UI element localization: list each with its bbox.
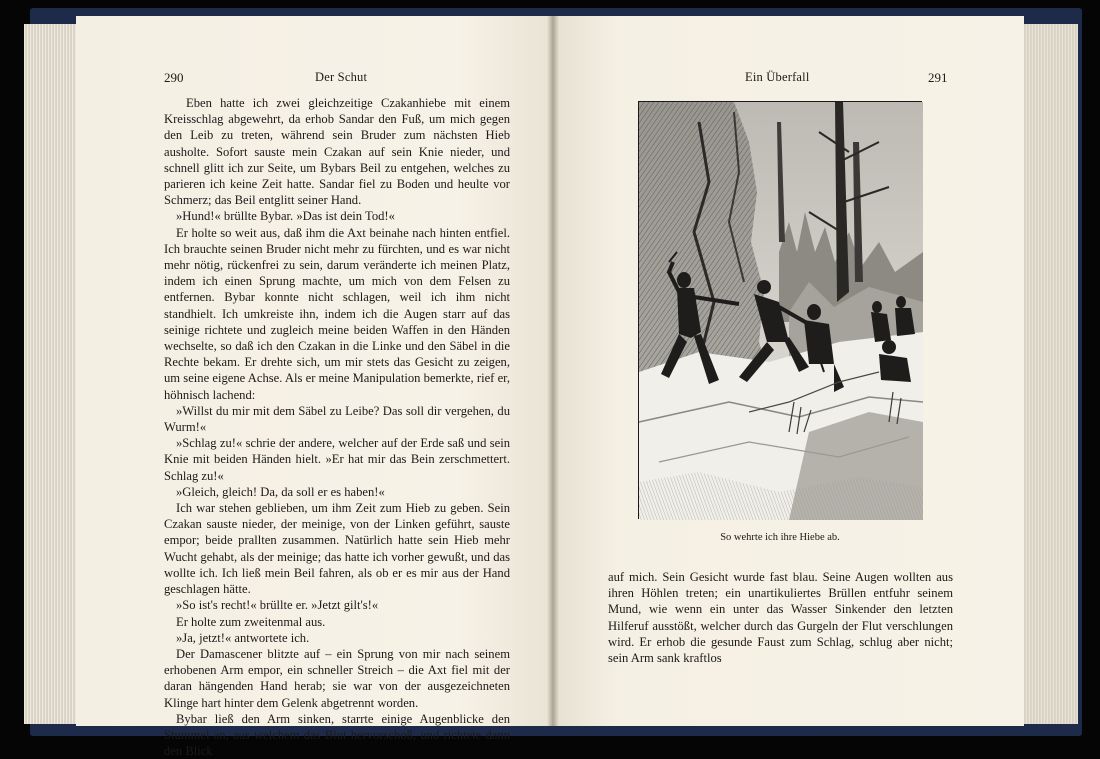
paragraph: »So ist's recht!« brüllte er. »Jetzt gilt's!«	[176, 598, 379, 613]
paragraph: »Gleich, gleich! Da, da soll er es haben!«	[176, 484, 385, 499]
paragraph: Ich war stehen geblieben, um ihm Zeit zum Hieb zu geben. Sein Czakan sauste nieder, der meinige, von der Linken geführt, sauste empor; beide prallten zusammen. Natürlich hatte sein Hieb mehr Wucht gehabt, als der meinige; das hatte ich vorher gewußt, und das wollte ich. Ich ließ mein Beil fahren, als ob er es mir aus der Hand geschlagen hätte.	[164, 501, 510, 597]
right-running-head: Ein Überfall	[745, 70, 810, 84]
left-page-number: 290	[164, 70, 184, 85]
right-page-number: 291	[928, 70, 948, 85]
engraving-illustration	[638, 101, 922, 519]
paragraph: »Hund!« brüllte Bybar. »Das ist dein Tod!«	[176, 209, 395, 224]
right-page-body	[608, 569, 953, 666]
fight-scene-engraving-icon	[639, 102, 923, 520]
paragraph: »Ja, jetzt!« antwortete ich.	[176, 630, 310, 645]
paragraph: »Schlag zu!« schrie der andere, welcher auf der Erde saß und sein Knie mit beiden Händen hielt. »Er hat mir das Bein zerschmettert. Schlag zu!«	[164, 436, 510, 483]
book-gutter	[547, 16, 559, 726]
paragraph: Er holte zum zweitenmal aus.	[176, 614, 326, 629]
paragraph: auf mich. Sein Gesicht wurde fast blau. Seine Augen wollten aus ihren Höhlen treten; ein unartikuliertes Brüllen entfuhr seinem Mund, wie wenn ein unter das Wasser Sinkender den letzten Hilferuf ausstößt, welcher durch das Gurgeln der Flut verschlungen wird. Er erhob die gesunde Faust zum Schlag, schlug aber nicht; sein Arm sank kraftlos	[608, 570, 953, 666]
left-page-body	[164, 95, 510, 759]
paragraph: Er holte so weit aus, daß ihm die Axt beinahe nach hinten entfiel. Ich brauchte seinen Bruder nicht mehr zu fürchten, und es war nicht mehr nötig, rückenfrei zu sein, darum veränderte ich meinen Platz, indem ich einen Sprung machte, um mich von dem Felsen zu entfernen. Bybar konnte nicht schlagen, weil ich ihm nicht standhielt. Ich umkreiste ihn, indem ich die Augen starr auf das seinige richtete und zugleich meine beiden Waffen in den Händen wechselte, so daß ich den Czakan in die Linke und den Säbel in die Rechte bekam. Er drehte sich, um mir stets das Gesicht zu zeigen, um seine eigene Achse. Als er meine Manipulation bemerkte, rief er, höhnisch lachend:	[164, 225, 510, 402]
paragraph: »Willst du mir mit dem Säbel zu Leibe? Das soll dir vergehen, du Wurm!«	[164, 403, 510, 435]
left-running-head: Der Schut	[315, 70, 368, 84]
paragraph: Eben hatte ich zwei gleichzeitige Czakanhiebe mit einem Kreisschlag abgewehrt, da erhob Sandar den Fuß, um mich gegen den Leib zu treten, während sein Bruder zum nächsten Hieb ausholte. Sofort sauste mein Czakan auf sein Knie nieder, und schnell glitt ich zur Seite, um Bybars Beil zu entgehen, welches zu parieren ich keine Zeit hatte. Sandar fiel zu Boden und heulte vor Schmerz; das Beil entglitt seiner Hand.	[164, 96, 510, 208]
right-page-edges	[1020, 24, 1078, 724]
illustration-caption: So wehrte ich ihre Hiebe ab.	[720, 532, 840, 543]
paragraph: Bybar ließ den Arm sinken, starrte einige Augenblicke den Stummel an, aus welchem das Blut hervorschoß, und richtete dann den Blick	[164, 711, 510, 759]
left-page-edges	[24, 24, 80, 724]
paragraph: Der Damascener blitzte auf – ein Sprung von mir nach seinem erhobenen Arm empor, ein schneller Streich – die Axt fiel mit der daran hängenden Hand herab; sie war von der ausgezeichneten Klinge hart hinter dem Gelenk abgetrennt worden.	[164, 646, 510, 710]
